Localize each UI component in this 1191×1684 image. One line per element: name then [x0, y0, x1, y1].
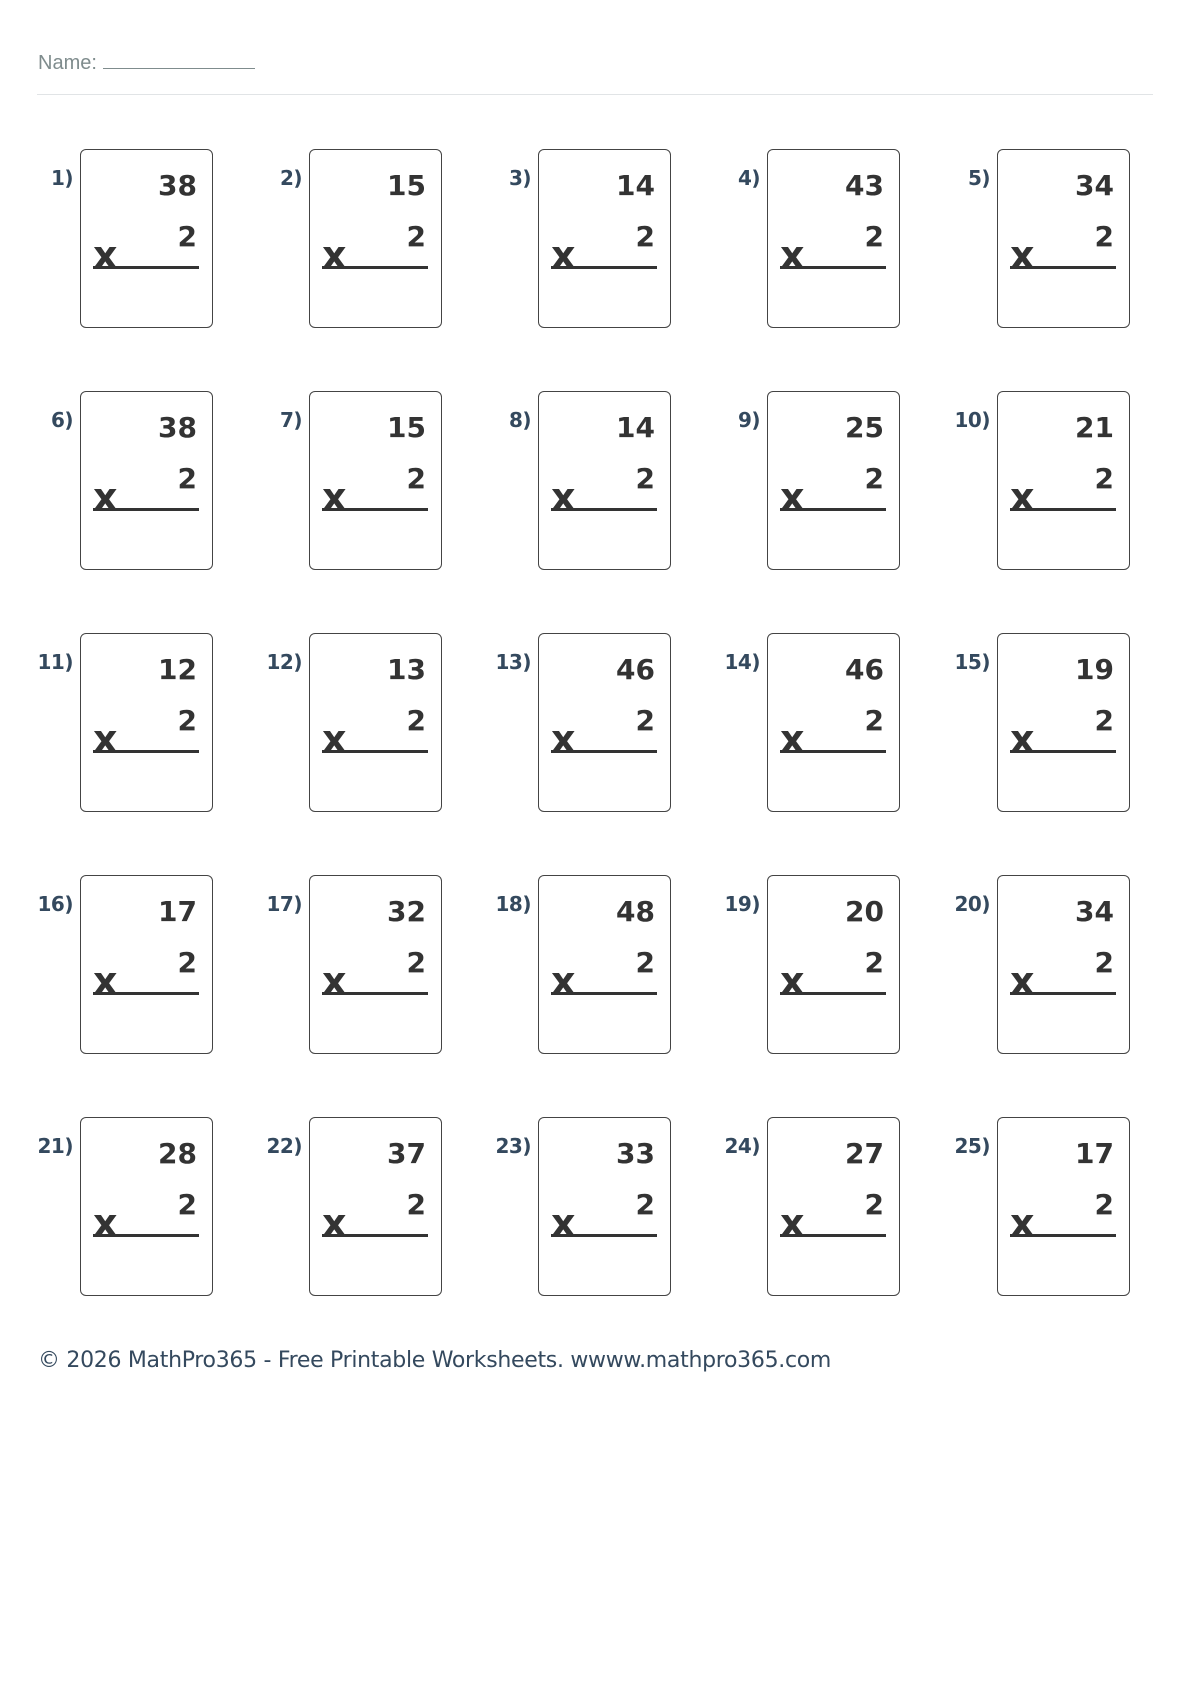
multiply-sign-icon: x	[551, 233, 576, 277]
multiply-sign-icon: x	[93, 717, 118, 761]
multiplicand: 38	[158, 169, 197, 202]
problem-number: 4)	[737, 166, 760, 190]
answer-line	[780, 992, 886, 995]
problem-card	[767, 391, 900, 570]
multiplier: 2	[864, 1188, 884, 1221]
answer-line	[551, 266, 657, 269]
problem-card	[767, 875, 900, 1054]
multiplier: 2	[864, 462, 884, 495]
problem-20	[954, 875, 1131, 1055]
problem-card	[80, 149, 213, 328]
multiply-sign-icon: x	[551, 717, 576, 761]
multiplier: 2	[406, 462, 426, 495]
problem-card	[80, 875, 213, 1054]
problem-13	[495, 633, 672, 813]
problem-card	[309, 149, 442, 328]
problem-number: 8)	[508, 408, 531, 432]
problem-7	[279, 391, 443, 571]
problem-14	[724, 633, 901, 813]
problem-number: 13)	[495, 650, 531, 674]
multiplier: 2	[1094, 220, 1114, 253]
multiplicand: 14	[616, 169, 655, 202]
multiplier: 2	[177, 704, 197, 737]
name-label: Name:	[38, 52, 97, 74]
multiply-sign-icon: x	[1010, 1201, 1035, 1245]
problem-card	[538, 391, 671, 570]
answer-line	[322, 1234, 428, 1237]
problem-card	[309, 1117, 442, 1296]
problem-17	[266, 875, 443, 1055]
multiply-sign-icon: x	[1010, 475, 1035, 519]
multiplicand: 25	[845, 411, 884, 444]
problem-card	[80, 391, 213, 570]
multiply-sign-icon: x	[780, 475, 805, 519]
answer-line	[780, 266, 886, 269]
footer-copyright: © 2026 MathPro365 - Free Printable Worksheets. wwww.mathpro365.com	[38, 1348, 832, 1373]
header-divider	[37, 94, 1153, 95]
multiplicand: 27	[845, 1137, 884, 1170]
answer-line	[551, 508, 657, 511]
multiply-sign-icon: x	[551, 959, 576, 1003]
problem-25	[954, 1117, 1131, 1297]
problem-5	[967, 149, 1131, 329]
problem-number: 14)	[724, 650, 760, 674]
answer-line	[1010, 992, 1116, 995]
answer-line	[1010, 1234, 1116, 1237]
multiply-sign-icon: x	[322, 233, 347, 277]
multiply-sign-icon: x	[1010, 959, 1035, 1003]
problem-15	[954, 633, 1131, 813]
multiplicand: 15	[387, 169, 426, 202]
problem-number: 2)	[279, 166, 302, 190]
problem-number: 17)	[266, 892, 302, 916]
multiply-sign-icon: x	[93, 959, 118, 1003]
problem-12	[266, 633, 443, 813]
multiply-sign-icon: x	[322, 1201, 347, 1245]
multiplier: 2	[406, 220, 426, 253]
multiply-sign-icon: x	[551, 475, 576, 519]
answer-line	[93, 266, 199, 269]
problem-22	[266, 1117, 443, 1297]
multiply-sign-icon: x	[780, 959, 805, 1003]
problem-number: 9)	[737, 408, 760, 432]
answer-line	[1010, 750, 1116, 753]
problem-8	[508, 391, 672, 571]
multiplicand: 37	[387, 1137, 426, 1170]
answer-line	[1010, 266, 1116, 269]
multiplicand: 38	[158, 411, 197, 444]
multiplicand: 13	[387, 653, 426, 686]
multiplier: 2	[177, 1188, 197, 1221]
multiplicand: 20	[845, 895, 884, 928]
multiplier: 2	[406, 704, 426, 737]
problem-number: 15)	[954, 650, 990, 674]
multiplier: 2	[177, 220, 197, 253]
problem-number: 7)	[279, 408, 302, 432]
multiply-sign-icon: x	[93, 475, 118, 519]
answer-line	[322, 750, 428, 753]
problem-2	[279, 149, 443, 329]
multiply-sign-icon: x	[780, 233, 805, 277]
multiplier: 2	[635, 704, 655, 737]
multiplier: 2	[864, 704, 884, 737]
multiply-sign-icon: x	[1010, 233, 1035, 277]
answer-line	[551, 750, 657, 753]
multiplicand: 46	[616, 653, 655, 686]
multiplicand: 43	[845, 169, 884, 202]
multiplicand: 14	[616, 411, 655, 444]
problem-card	[538, 633, 671, 812]
multiplier: 2	[406, 1188, 426, 1221]
problem-number: 10)	[954, 408, 990, 432]
problem-number: 23)	[495, 1134, 531, 1158]
problem-number: 12)	[266, 650, 302, 674]
multiplier: 2	[406, 946, 426, 979]
problem-9	[737, 391, 901, 571]
answer-line	[93, 992, 199, 995]
multiplicand: 28	[158, 1137, 197, 1170]
problem-21	[37, 1117, 214, 1297]
problem-number: 6)	[50, 408, 73, 432]
answer-line	[551, 1234, 657, 1237]
problem-card	[997, 633, 1130, 812]
problem-card	[538, 875, 671, 1054]
problem-card	[538, 1117, 671, 1296]
problem-card	[767, 633, 900, 812]
name-field	[38, 50, 255, 75]
multiply-sign-icon: x	[322, 959, 347, 1003]
problem-card	[767, 1117, 900, 1296]
problem-number: 5)	[967, 166, 990, 190]
multiply-sign-icon: x	[322, 475, 347, 519]
answer-line	[93, 750, 199, 753]
problem-number: 3)	[508, 166, 531, 190]
multiplier: 2	[864, 220, 884, 253]
multiplicand: 17	[1075, 1137, 1114, 1170]
answer-line	[93, 1234, 199, 1237]
answer-line	[780, 750, 886, 753]
multiply-sign-icon: x	[93, 233, 118, 277]
multiplicand: 21	[1075, 411, 1114, 444]
problem-number: 18)	[495, 892, 531, 916]
multiply-sign-icon: x	[322, 717, 347, 761]
multiplicand: 46	[845, 653, 884, 686]
multiplicand: 34	[1075, 169, 1114, 202]
multiplicand: 17	[158, 895, 197, 928]
multiplicand: 32	[387, 895, 426, 928]
answer-line	[780, 508, 886, 511]
problem-card	[309, 633, 442, 812]
answer-line	[322, 266, 428, 269]
multiplicand: 12	[158, 653, 197, 686]
problem-4	[737, 149, 901, 329]
multiplier: 2	[1094, 1188, 1114, 1221]
multiplicand: 19	[1075, 653, 1114, 686]
answer-line	[93, 508, 199, 511]
problem-10	[954, 391, 1131, 571]
problem-19	[724, 875, 901, 1055]
answer-line	[551, 992, 657, 995]
multiplicand: 48	[616, 895, 655, 928]
problem-6	[50, 391, 214, 571]
problem-card	[997, 391, 1130, 570]
multiplier: 2	[635, 462, 655, 495]
answer-line	[1010, 508, 1116, 511]
problem-18	[495, 875, 672, 1055]
problem-card	[997, 875, 1130, 1054]
problem-number: 22)	[266, 1134, 302, 1158]
answer-line	[780, 1234, 886, 1237]
problem-24	[724, 1117, 901, 1297]
problem-3	[508, 149, 672, 329]
multiply-sign-icon: x	[780, 717, 805, 761]
problem-card	[80, 1117, 213, 1296]
answer-line	[322, 508, 428, 511]
multiplier: 2	[1094, 462, 1114, 495]
multiplier: 2	[635, 1188, 655, 1221]
problem-card	[309, 391, 442, 570]
problem-number: 20)	[954, 892, 990, 916]
multiplier: 2	[177, 946, 197, 979]
problem-1	[50, 149, 214, 329]
multiplicand: 33	[616, 1137, 655, 1170]
problem-card	[309, 875, 442, 1054]
problem-number: 16)	[37, 892, 73, 916]
problem-number: 21)	[37, 1134, 73, 1158]
problem-card	[997, 149, 1130, 328]
multiplicand: 15	[387, 411, 426, 444]
multiply-sign-icon: x	[551, 1201, 576, 1245]
problem-16	[37, 875, 214, 1055]
problem-card	[997, 1117, 1130, 1296]
problem-number: 1)	[50, 166, 73, 190]
problem-number: 19)	[724, 892, 760, 916]
answer-line	[322, 992, 428, 995]
problem-11	[37, 633, 214, 813]
multiplier: 2	[864, 946, 884, 979]
name-blank-line[interactable]	[103, 50, 255, 69]
problem-23	[495, 1117, 672, 1297]
multiplier: 2	[1094, 704, 1114, 737]
multiply-sign-icon: x	[780, 1201, 805, 1245]
multiplicand: 34	[1075, 895, 1114, 928]
multiplier: 2	[1094, 946, 1114, 979]
multiply-sign-icon: x	[93, 1201, 118, 1245]
multiplier: 2	[177, 462, 197, 495]
problem-number: 24)	[724, 1134, 760, 1158]
multiplier: 2	[635, 220, 655, 253]
multiply-sign-icon: x	[1010, 717, 1035, 761]
problem-card	[767, 149, 900, 328]
problem-card	[80, 633, 213, 812]
problem-card	[538, 149, 671, 328]
problem-number: 25)	[954, 1134, 990, 1158]
problem-number: 11)	[37, 650, 73, 674]
multiplier: 2	[635, 946, 655, 979]
